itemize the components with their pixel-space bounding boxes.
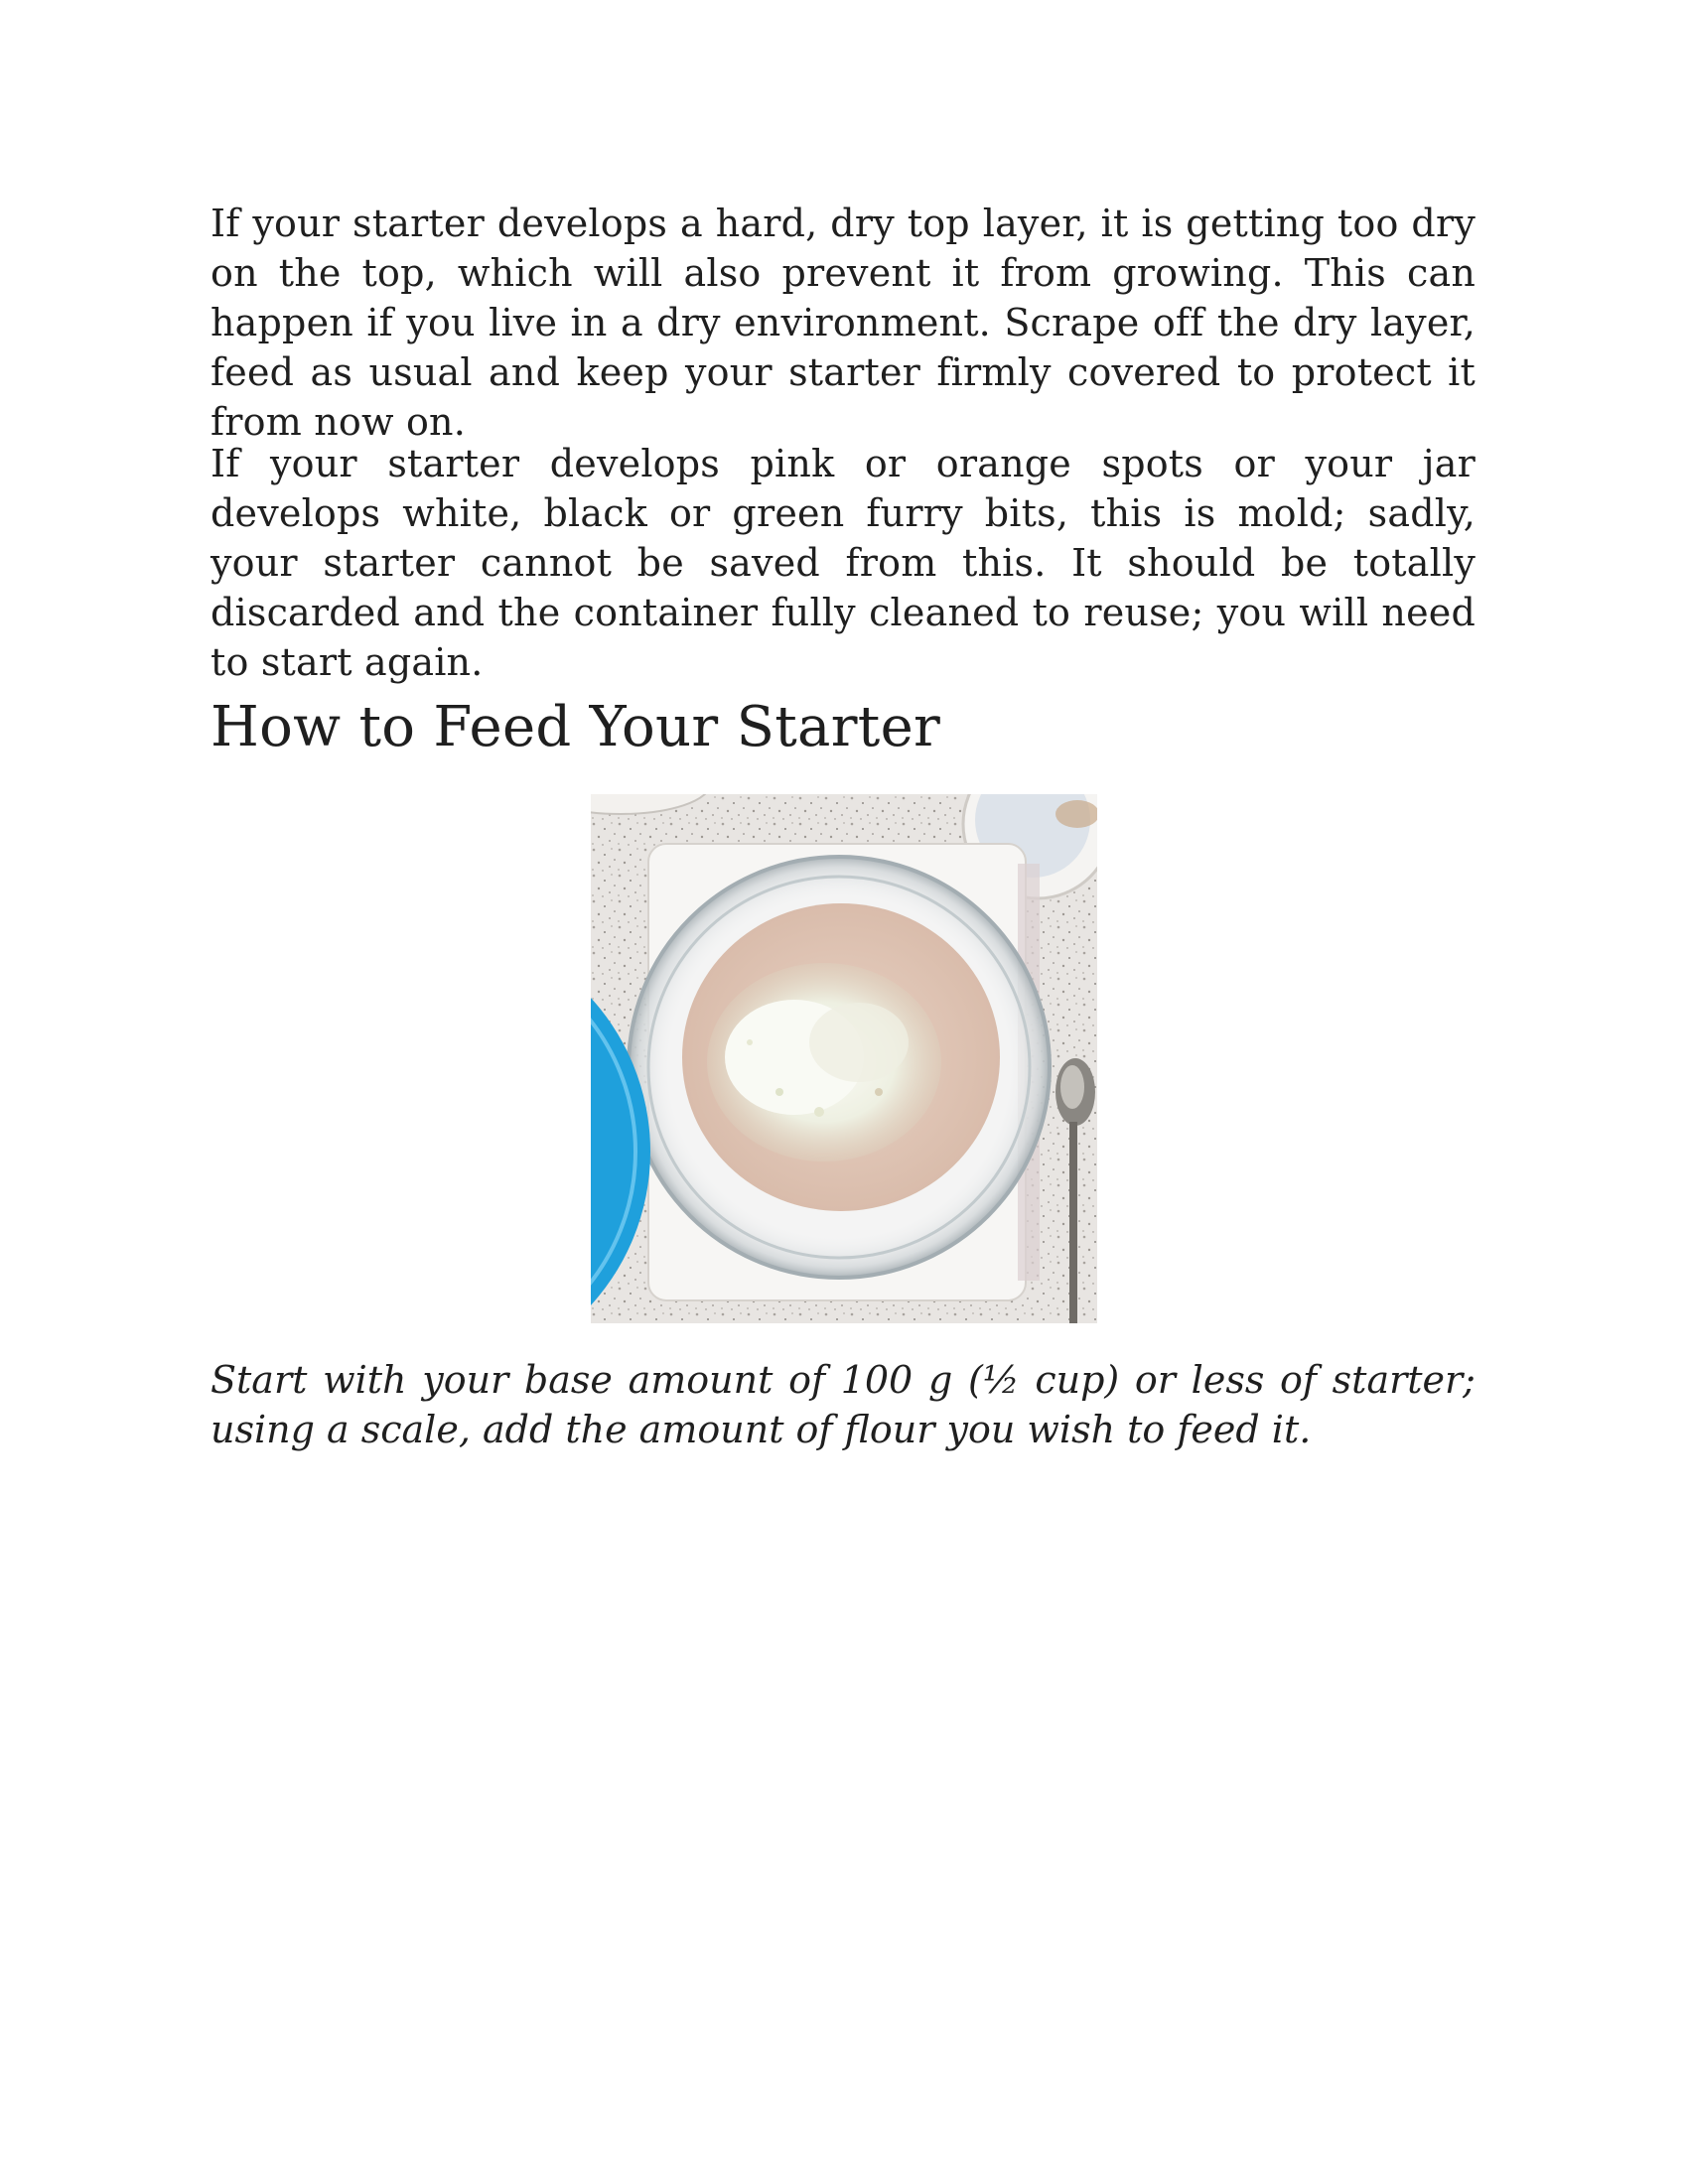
paragraph-dry-top-layer: If your starter develops a hard, dry top layer, it is getting too dry on the top, which will also prevent it from growing. This can happen if you live in a dry environment. Scrape off the dry layer, feed as usual and keep your starter firmly covered to protect it from now on.: [211, 202, 1476, 444]
starter-bowl-illustration: [591, 794, 1097, 1323]
photo-starter-bowl-on-scale: [591, 794, 1097, 1323]
figure-caption: Start with your base amount of 100 g (½ cup) or less of starter; using a scale, add the amount of flour you wish to feed it.: [211, 1358, 1476, 1451]
section-heading: How to Feed Your Starter: [211, 695, 941, 759]
paragraph-mold: If your starter develops pink or orange spots or your jar develops white, black or green furry bits, this is mold; sadly, your starter cannot be saved from this. It should be totally discarded and the container fully cleaned to reuse; you will need to start again.: [211, 442, 1476, 684]
